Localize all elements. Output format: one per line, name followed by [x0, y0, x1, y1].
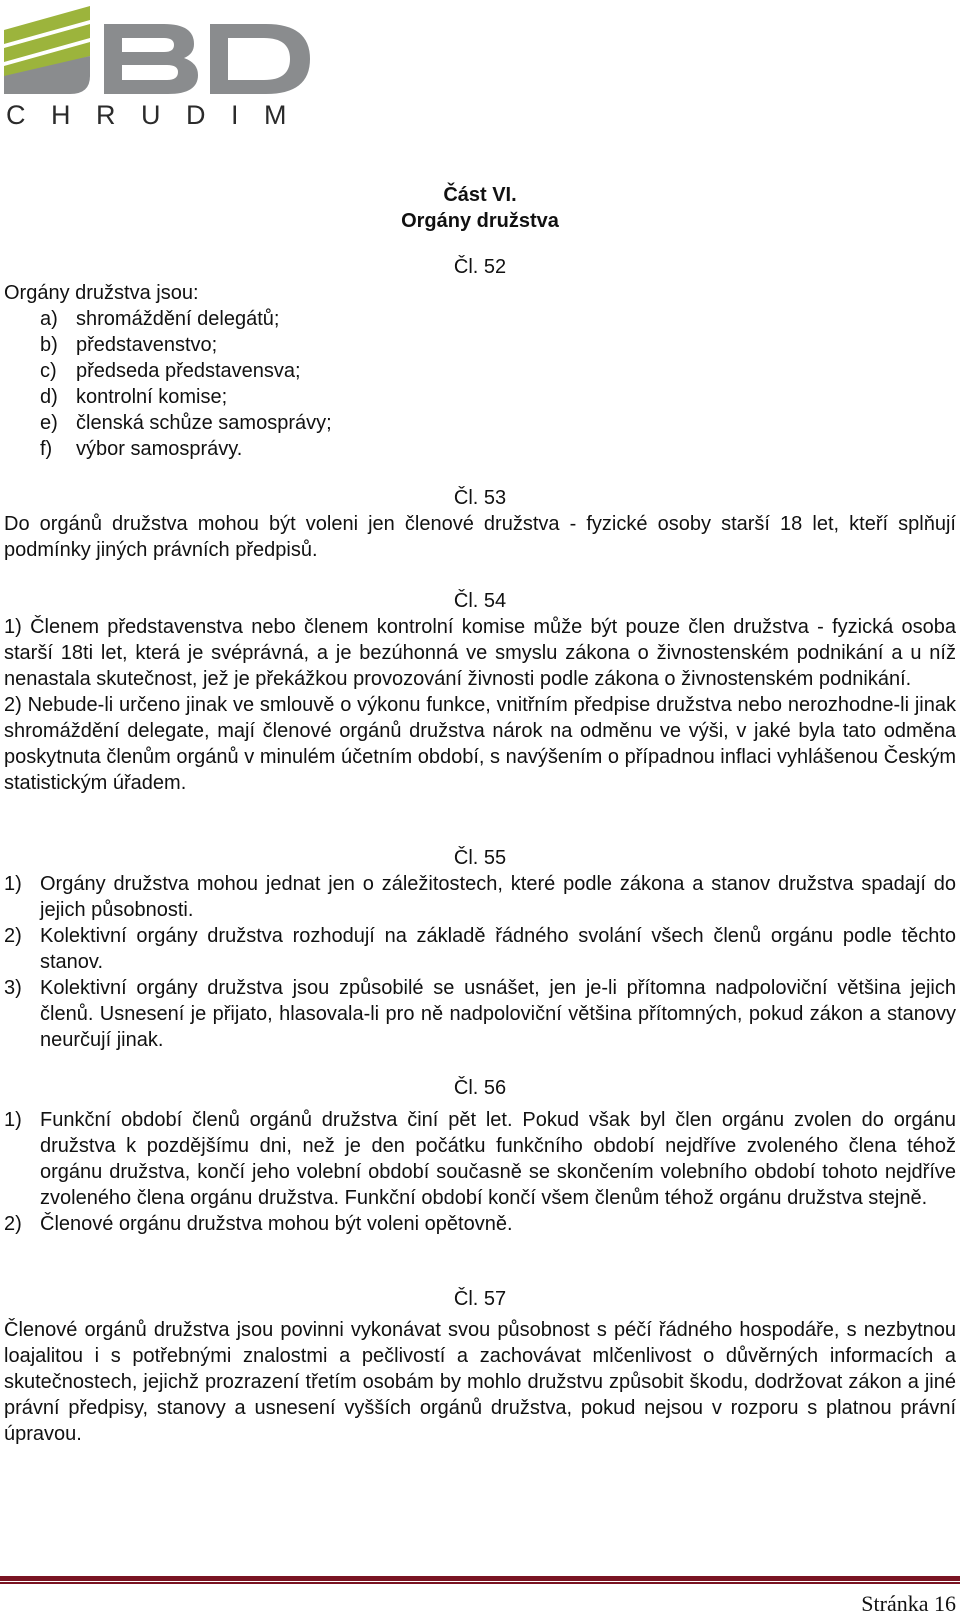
article-56-body	[4, 1107, 956, 1237]
footer-rule	[0, 1576, 960, 1584]
list-marker: d)	[40, 386, 58, 408]
list-item	[4, 1107, 956, 1211]
list-text: Kolektivní orgány družstva jsou způsobilé se usnášet, jen je-li přítomna nadpoloviční většina jejich členů. Usnesení je přijato, hlasovala-li pro ně nadpoloviční většina přítomných, pokud zákon a stanovy neurčují jinak.	[40, 977, 956, 1051]
list-marker: c)	[40, 360, 57, 382]
page-number: Stránka 16	[861, 1591, 956, 1616]
logo-d-letter	[210, 24, 310, 94]
list-item	[4, 1211, 956, 1237]
list-text: členská schůze samosprávy;	[76, 412, 332, 434]
article-54-paragraph-2: 2) Nebude-li určeno jinak ve smlouvě o výkonu funkce, vnitřním předpise družstva nebo nerozhodne-li jinak shromáždění delegate, mají členové orgánů družstva nárok na odměnu ve výši, v jaké byla tato odměna poskytnuta členům orgánů v minulém účetním období, s navýšením o případnou inflaci vyhlášenou Českým statistickým úřadem.	[4, 694, 956, 794]
list-item	[4, 384, 956, 410]
list-text: Členové orgánu družstva mohou být voleni opětovně.	[40, 1213, 513, 1235]
list-text: Funkční období členů orgánů družstva činí pět let. Pokud však byl člen orgánu zvolen do orgánu družstva k pozdějšímu dni, než je den počátku funkčního období nejdříve zvoleného člena téhož orgánu družstva, končí jeho volební období současně se skončením volebního období tohoto nejdříve zvoleného člena orgánu družstva. Funkční období končí všem členům téhož orgánu družstva stejně.	[40, 1109, 956, 1209]
list-text: Kolektivní orgány družstva rozhodují na základě řádného svolání všech členů orgánu podle těchto stanov.	[40, 925, 956, 973]
list-marker: f)	[40, 438, 53, 460]
list-marker: 1)	[4, 873, 22, 895]
list-item	[4, 975, 956, 1053]
logo-b-letter	[104, 24, 198, 94]
list-item	[4, 332, 956, 358]
article-55-number: Čl. 55	[453, 847, 507, 869]
list-item	[4, 306, 956, 332]
list-text: představenstvo;	[76, 334, 218, 356]
article-55-body	[4, 871, 956, 1053]
article-52-intro: Orgány družstva jsou:	[4, 282, 199, 304]
list-text: předseda představensva;	[76, 360, 301, 382]
part-subtitle: Orgány družstva	[401, 210, 559, 232]
list-item	[4, 871, 956, 923]
list-marker: 2)	[4, 925, 22, 947]
part-title: Část VI.	[443, 184, 517, 206]
article-54-body	[4, 614, 956, 796]
list-text: výbor samosprávy.	[76, 438, 243, 460]
list-marker: 1)	[4, 1109, 22, 1131]
article-52-number: Čl. 52	[453, 256, 507, 278]
footer-rule-thick	[0, 1576, 960, 1581]
list-text: shromáždění delegátů;	[76, 308, 280, 330]
article-56-number: Čl. 56	[453, 1077, 507, 1099]
logo-city-text: CHRUDIM	[6, 100, 312, 130]
list-marker: b)	[40, 334, 58, 356]
logo-graphic	[4, 2, 324, 132]
article-53-body: Do orgánů družstva mohou být voleni jen členové družstva - fyzické osoby starší 18 let, kteří splňují podmínky jiných právních předpisů.	[4, 513, 956, 561]
sbd-chrudim-logo	[4, 2, 324, 132]
list-text: Orgány družstva mohou jednat jen o záležitostech, které podle zákona a stanov družstva spadají do jejich působnosti.	[40, 873, 956, 921]
article-57-number: Čl. 57	[453, 1288, 507, 1310]
list-marker: 3)	[4, 977, 22, 999]
list-item	[4, 358, 956, 384]
article-52-body	[4, 280, 956, 462]
article-54-number: Čl. 54	[453, 590, 507, 612]
list-marker: a)	[40, 308, 58, 330]
list-marker: 2)	[4, 1213, 22, 1235]
article-57-body: Členové orgánů družstva jsou povinni vykonávat svou působnost s péčí řádného hospodáře, s nezbytnou loajalitou i s potřebnými znalostmi a pečlivostí a zachovávat mlčenlivost o důvěrných informacích a skutečnostech, jejichž prozrazení třetím osobám by mohlo družstvu způsobit škodu, dodržovat zákon a jiné právní předpisy, stanovy a usnesení vyšších orgánů družstva, pokud nejsou v rozporu s platnou právní úpravou.	[4, 1319, 956, 1445]
article-54-paragraph-1: 1) Členem představenstva nebo členem kontrolní komise může být pouze člen družstva - fyzická osoba starší 18ti let, která je svéprávná, a je bezúhonná ve smyslu zákona o živnostenském podnikání a u níž nenastala skutečnost, jež je překážkou provozování živnosti podle zákona o živnostenském podnikání.	[4, 616, 956, 690]
list-item	[4, 923, 956, 975]
list-item	[4, 410, 956, 436]
footer-rule-thin	[0, 1582, 960, 1584]
list-item	[4, 436, 956, 462]
article-53-number: Čl. 53	[453, 487, 507, 509]
list-marker: e)	[40, 412, 58, 434]
list-text: kontrolní komise;	[76, 386, 228, 408]
